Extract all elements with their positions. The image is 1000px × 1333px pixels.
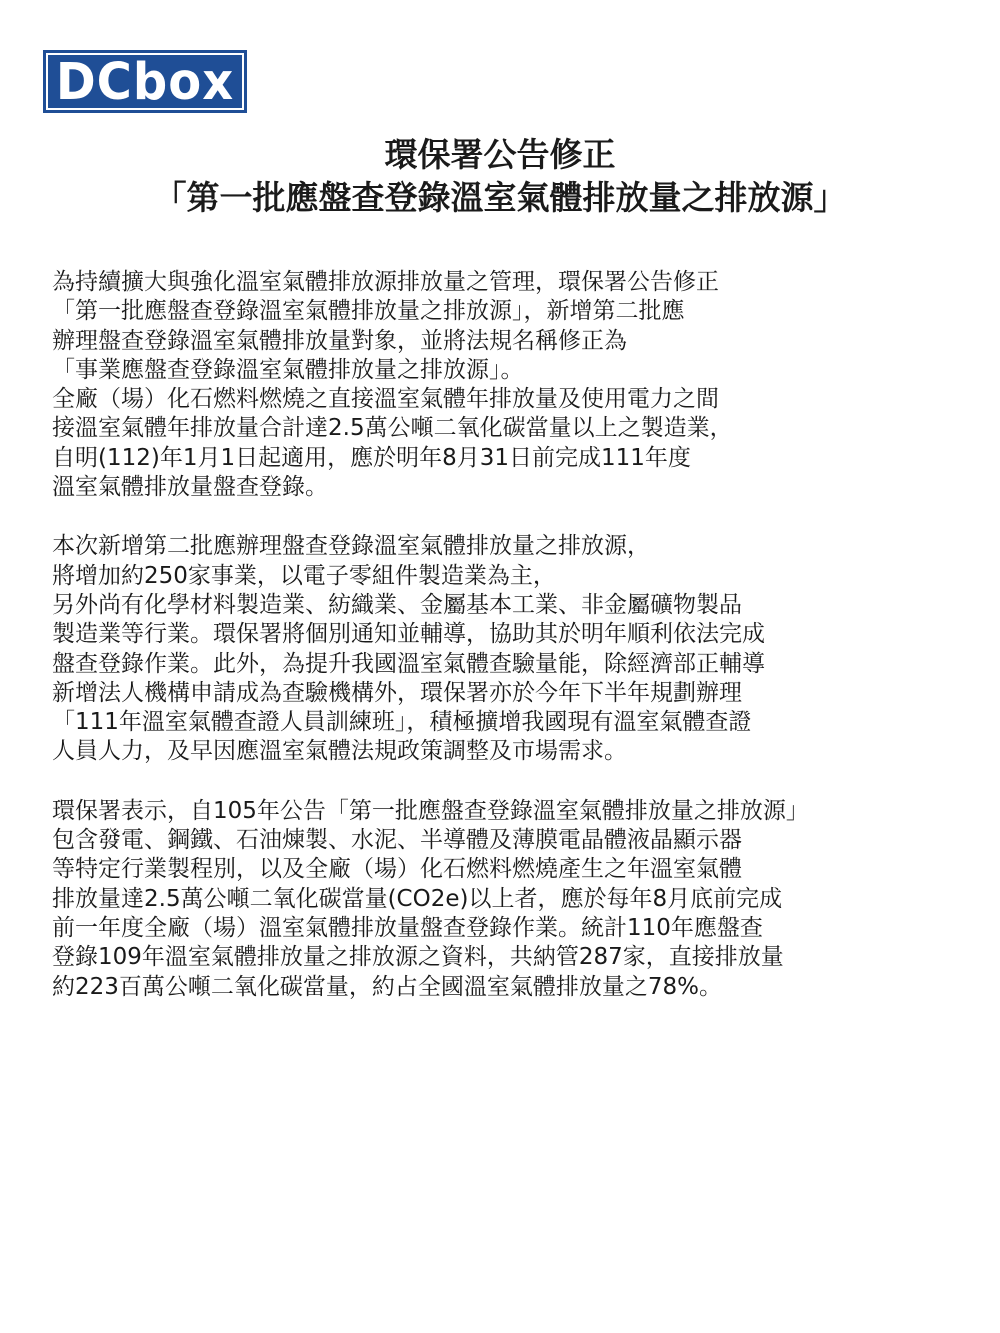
text-line: 包含發電、鋼鐵、石油煉製、水泥、半導體及薄膜電晶體液晶顯示器	[52, 827, 742, 854]
paragraph-3	[52, 797, 982, 1002]
page-title-line-2: 「第一批應盤查登錄溫室氣體排放量之排放源」	[153, 178, 847, 217]
text-line: 將增加約250家事業，以電子零組件製造業為主，	[52, 562, 556, 589]
dcbox-logo	[43, 50, 247, 113]
text-line: 另外尚有化學材料製造業、紡織業、金屬基本工業、非金屬礦物製品	[52, 591, 742, 618]
paragraph-1	[52, 268, 982, 502]
article-body	[52, 268, 982, 1032]
text-line: 排放量達2.5萬公噸二氧化碳當量(CO2e)以上者，應於每年8月底前完成	[52, 885, 783, 912]
logo-text: DCbox	[55, 52, 235, 111]
text-line: 全廠（場）化石燃料燃燒之直接溫室氣體年排放量及使用電力之間	[52, 386, 719, 413]
text-line: 為持續擴大與強化溫室氣體排放源排放量之管理，環保署公告修正	[52, 269, 719, 295]
text-line: 前一年度全廠（場）溫室氣體排放量盤查登錄作業。統計110年應盤查	[52, 914, 763, 941]
text-line: 登錄109年溫室氣體排放量之排放源之資料，共納管287家，直接排放量	[52, 944, 784, 971]
text-line: 新增法人機構申請成為查驗機構外，環保署亦於今年下半年規劃辦理	[52, 679, 742, 706]
text-line: 盤查登錄作業。此外，為提升我國溫室氣體查驗量能，除經濟部正輔導	[52, 650, 765, 677]
text-line: 「111年溫室氣體查證人員訓練班」，積極擴增我國現有溫室氣體查證	[52, 709, 752, 736]
text-line: 「事業應盤查登錄溫室氣體排放量之排放源」。	[52, 356, 524, 383]
text-line: 人員人力，及早因應溫室氣體法規政策調整及市場需求。	[52, 738, 627, 765]
text-line: 約223百萬公噸二氧化碳當量，約占全國溫室氣體排放量之78%。	[52, 973, 723, 1000]
text-line: 環保署表示，自105年公告「第一批應盤查登錄溫室氣體排放量之排放源」	[52, 797, 809, 824]
text-line: 溫室氣體排放量盤查登錄。	[52, 474, 328, 501]
text-line: 辦理盤查登錄溫室氣體排放量對象，並將法規名稱修正為	[52, 327, 627, 354]
text-line: 「第一批應盤查登錄溫室氣體排放量之排放源」，新增第二批應	[52, 298, 685, 325]
text-line: 本次新增第二批應辦理盤查登錄溫室氣體排放量之排放源，	[52, 533, 650, 560]
page-title-line-1: 環保署公告修正	[384, 135, 616, 174]
text-line: 製造業等行業。環保署將個別通知並輔導，協助其於明年順利依法完成	[52, 621, 765, 648]
text-line: 接溫室氣體年排放量合計達2.5萬公噸二氧化碳當量以上之製造業，	[52, 415, 733, 442]
paragraph-2	[52, 532, 982, 766]
text-line: 等特定行業製程別，以及全廠（場）化石燃料燃燒產生之年溫室氣體	[52, 856, 742, 883]
text-line: 自明(112)年1月1日起適用，應於明年8月31日前完成111年度	[52, 444, 691, 471]
logo-border	[46, 53, 244, 110]
